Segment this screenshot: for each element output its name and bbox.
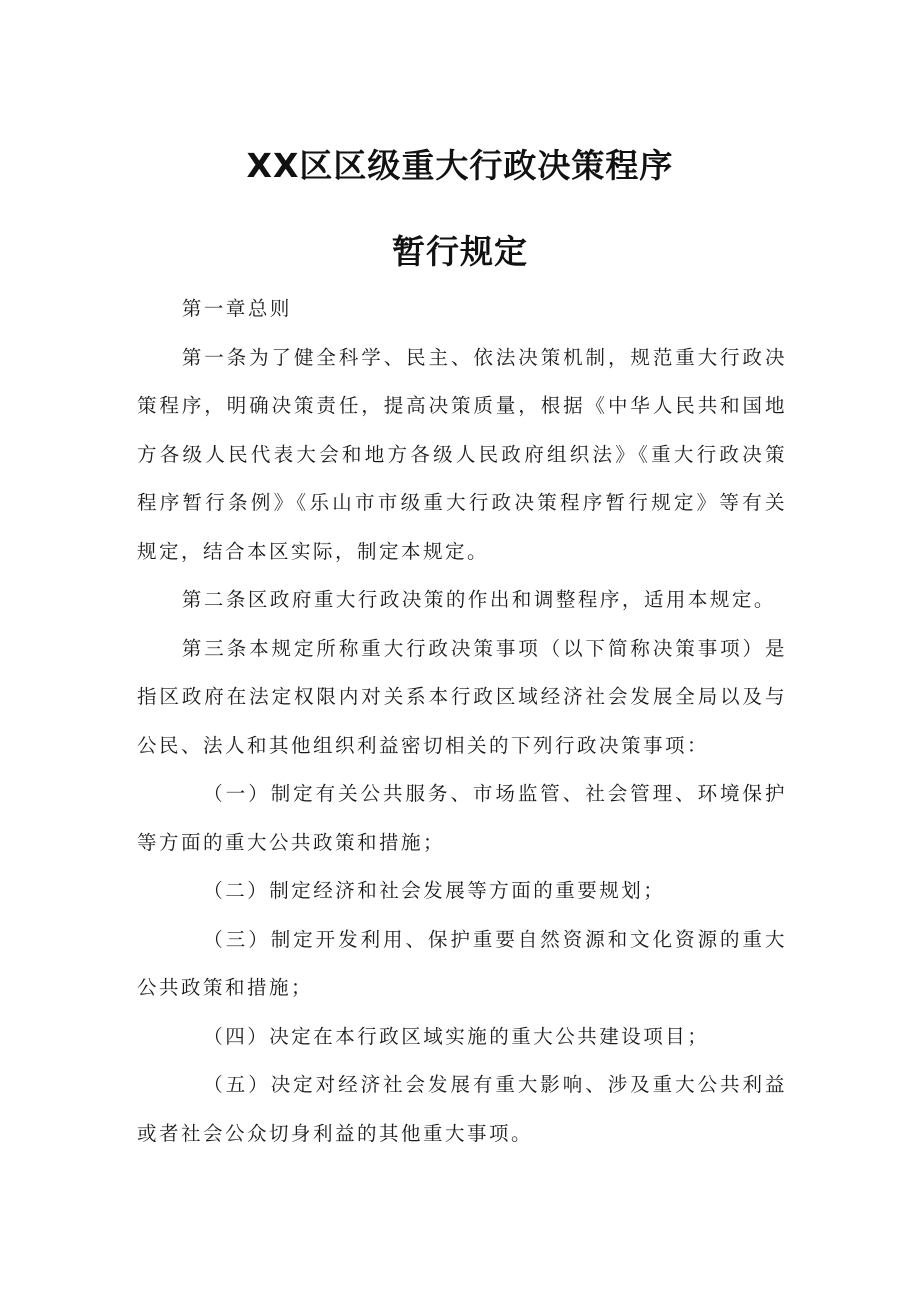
article-1: 第一条为了健全科学、民主、依法决策机制，规范重大行政决策程序，明确决策责任，提高决策质量，根据《中华人民共和国地方各级人民代表大会和地方各级人民政府组织法》《重大行政决策程序暂行条例》《乐山市市级重大行政决策程序暂行规定》等有关规定，结合本区实际，制定本规定。: [137, 345, 787, 563]
chapter-heading: 第一章总则: [181, 297, 292, 320]
article-3-item-3: （三）制定开发利用、保护重要自然资源和文化资源的重大公共政策和措施；: [137, 927, 787, 999]
document-body: [137, 285, 787, 1158]
article-2: 第二条区政府重大行政决策的作出和调整程序，适用本规定。: [181, 588, 776, 611]
article-3: 第三条本规定所称重大行政决策事项（以下简称决策事项）是指区政府在法定权限内对关系本行政区域经济社会发展全局以及与公民、法人和其他组织利益密切相关的下列行政决策事项：: [137, 636, 787, 757]
document-title: XX区区级重大行政决策程序: [246, 146, 674, 185]
document-subtitle: 暂行规定: [392, 232, 528, 271]
article-3-item-2: （二）制定经济和社会发展等方面的重要规划；: [203, 879, 666, 902]
article-3-item-4: （四）决定在本行政区域实施的重大公共建设项目；: [203, 1024, 710, 1048]
article-3-item-5: （五）决定对经济社会发展有重大影响、涉及重大公共利益或者社会公众切身利益的其他重大事项。: [137, 1073, 787, 1145]
article-3-item-1: （一）制定有关公共服务、市场监管、社会管理、环境保护等方面的重大公共政策和措施；: [137, 782, 787, 854]
